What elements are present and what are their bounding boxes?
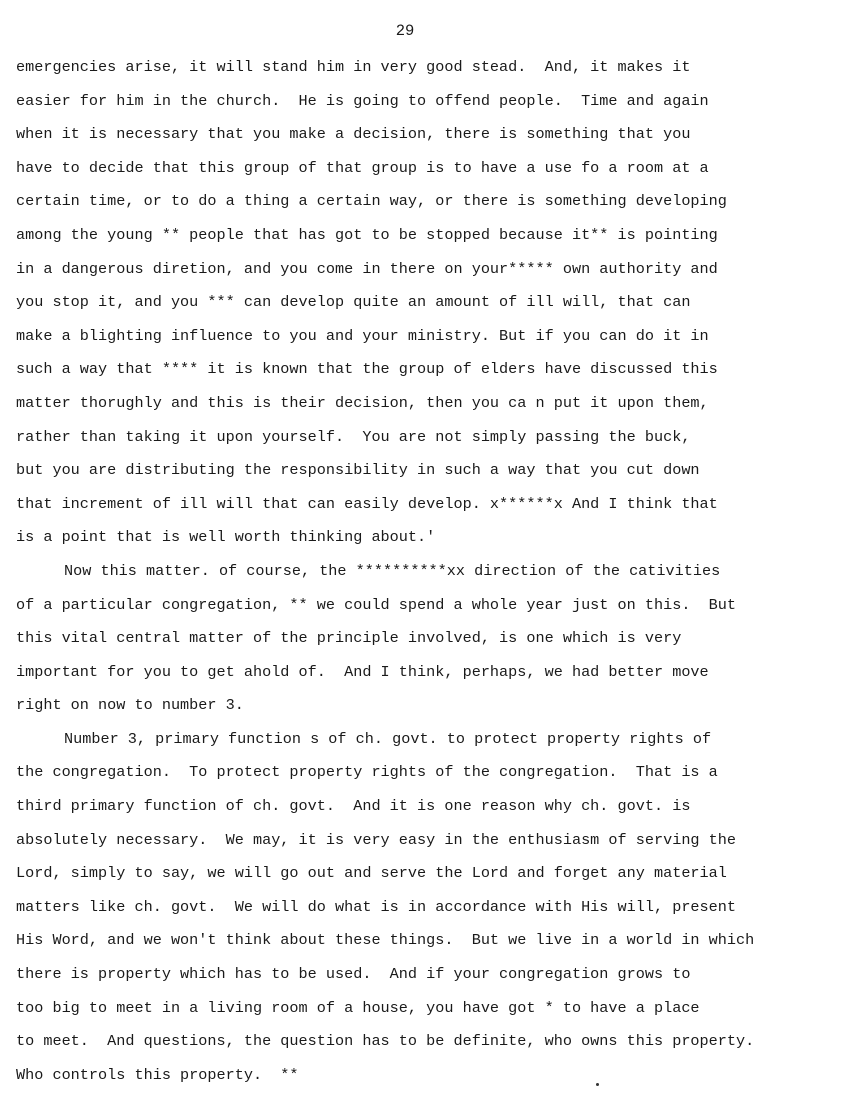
text-line: matter thorughly and this is their decision, then you ca n put it upon them,: [16, 393, 709, 412]
text-line: too big to meet in a living room of a house, you have got * to have a place: [16, 998, 700, 1017]
text-line: easier for him in the church. He is going to offend people. Time and again: [16, 91, 709, 110]
text-line: make a blighting influence to you and your ministry. But if you can do it in: [16, 326, 709, 345]
text-line: rather than taking it upon yourself. You are not simply passing the buck,: [16, 427, 691, 446]
text-line: among the young ** people that has got to be stopped because it** is pointing: [16, 225, 718, 244]
text-line: certain time, or to do a thing a certain way, or there is something developing: [16, 192, 727, 211]
stray-mark: [596, 1083, 599, 1086]
text-line: is a point that is well worth thinking about.': [16, 528, 436, 547]
paragraph-start-line: Now this matter. of course, the **********xx direction of the cativities: [64, 561, 721, 580]
text-line: you stop it, and you *** can develop quite an amount of ill will, that can: [16, 293, 691, 312]
text-line: when it is necessary that you make a decision, there is something that you: [16, 125, 691, 144]
document-body: [16, 56, 846, 1097]
text-line: important for you to get ahold of. And I think, perhaps, we had better move: [16, 662, 709, 681]
text-line: but you are distributing the responsibility in such a way that you cut down: [16, 461, 700, 480]
text-line: Who controls this property. **: [16, 1065, 299, 1084]
text-line: absolutely necessary. We may, it is very easy in the enthusiasm of serving the: [16, 830, 737, 849]
text-line: matters like ch. govt. We will do what is in accordance with His will, present: [16, 897, 737, 916]
text-line: this vital central matter of the principle involved, is one which is very: [16, 629, 682, 648]
text-line: right on now to number 3.: [16, 696, 244, 715]
text-line: His Word, and we won't think about these things. But we live in a world in which: [16, 931, 755, 950]
text-line: the congregation. To protect property rights of the congregation. That is a: [16, 763, 718, 782]
text-line: third primary function of ch. govt. And it is one reason why ch. govt. is: [16, 797, 691, 816]
text-line: emergencies arise, it will stand him in very good stead. And, it makes it: [16, 58, 691, 76]
paragraph-start-line: Number 3, primary function s of ch. govt. to protect property rights of: [64, 729, 712, 748]
page-number: 29: [395, 22, 415, 40]
text-line: to meet. And questions, the question has to be definite, who owns this property.: [16, 1032, 755, 1051]
text-line: there is property which has to be used. And if your congregation grows to: [16, 965, 691, 984]
text-line: in a dangerous diretion, and you come in there on your***** own authority and: [16, 259, 718, 278]
text-line: that increment of ill will that can easily develop. x******x And I think that: [16, 494, 718, 513]
text-line: have to decide that this group of that group is to have a use fo a room at a: [16, 158, 709, 177]
text-line: of a particular congregation, ** we could spend a whole year just on this. But: [16, 595, 737, 614]
text-line: Lord, simply to say, we will go out and serve the Lord and forget any material: [16, 864, 727, 883]
text-line: such a way that **** it is known that the group of elders have discussed this: [16, 360, 718, 379]
